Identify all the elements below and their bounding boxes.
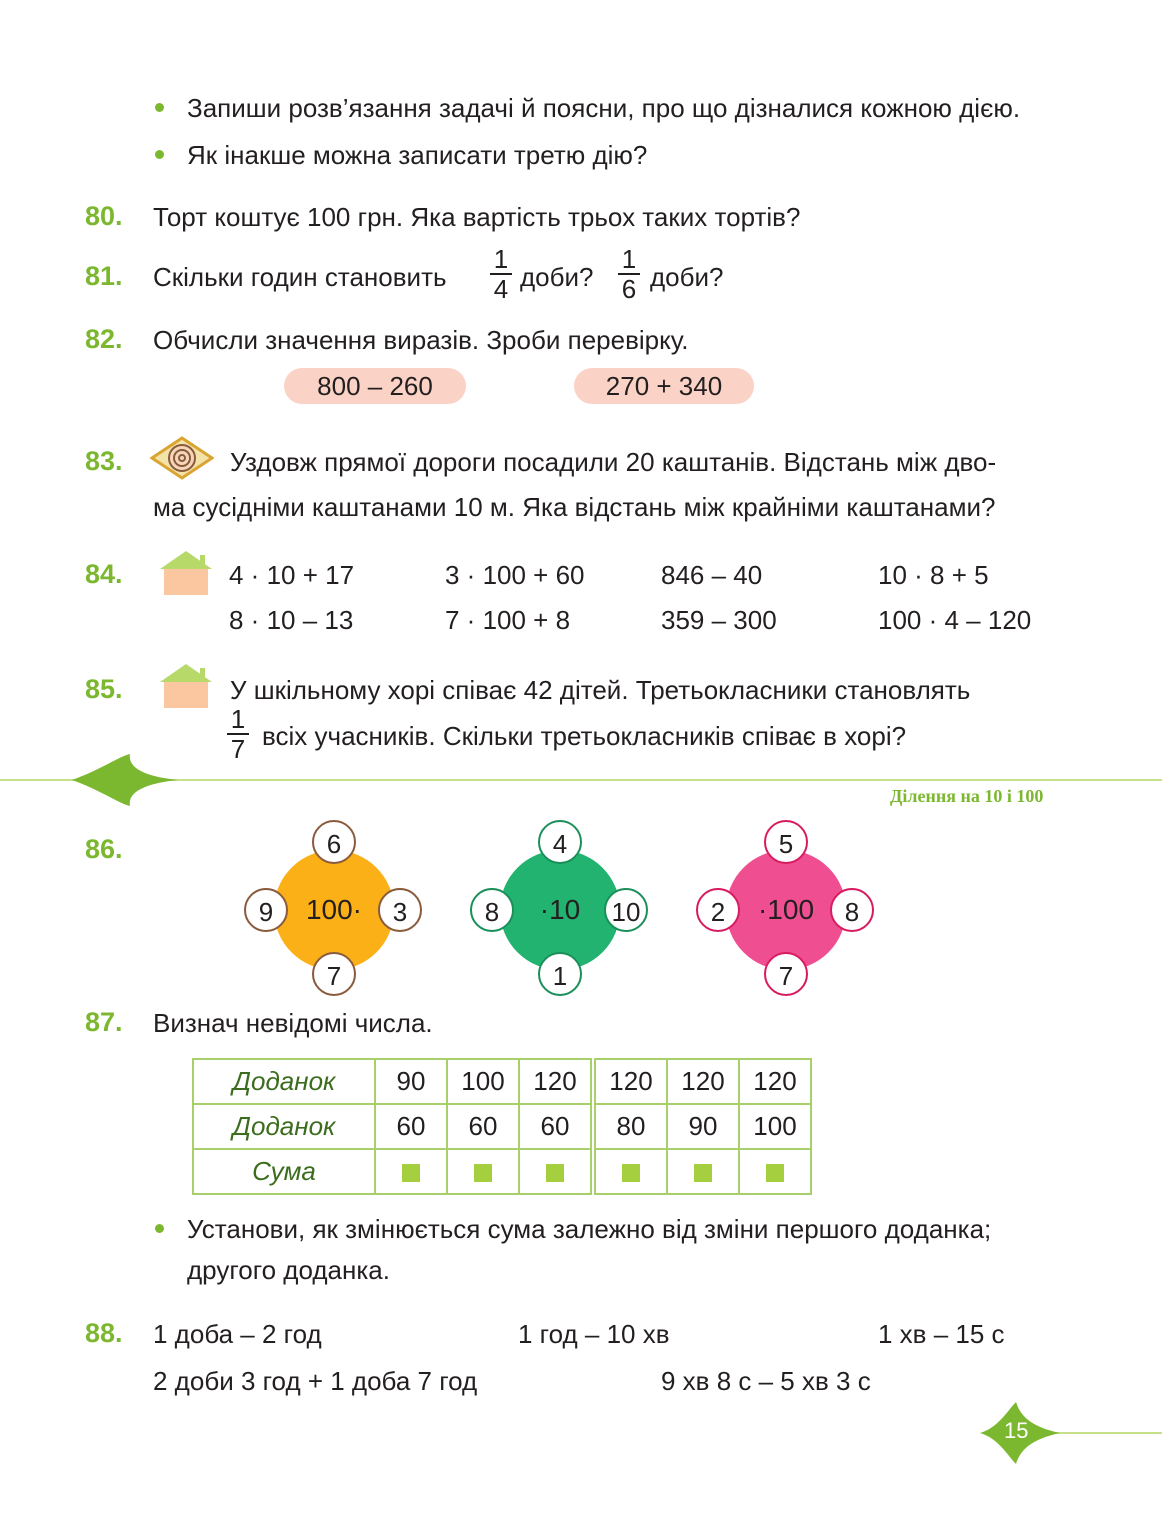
task-text: Торт коштує 100 грн. Яка вартість трьох таких тортів? xyxy=(153,202,801,232)
flower-number: 1 xyxy=(538,952,582,996)
table-cell: 80 xyxy=(593,1104,667,1149)
table-cell: 100 xyxy=(739,1104,811,1149)
task-text: доби? xyxy=(520,262,594,292)
expression-pill: 800 – 260 xyxy=(284,368,466,404)
task-text: Уздовж прямої дороги посадили 20 каштанів. Відстань між дво- xyxy=(230,447,997,477)
task-number: 85. xyxy=(85,674,123,704)
section-label: Ділення на 10 і 100 xyxy=(890,786,1044,806)
flower-operation: 100· xyxy=(305,894,363,925)
expression: 2 доби 3 год + 1 доба 7 год xyxy=(153,1366,478,1396)
task-number: 83. xyxy=(85,446,123,476)
flower-number: 5 xyxy=(764,820,808,864)
task-text: ма сусідніми каштанами 10 м. Яка відстань між крайніми каштанами? xyxy=(153,492,996,522)
blank-square-icon xyxy=(622,1164,640,1182)
answer-cell[interactable] xyxy=(519,1149,593,1194)
addition-table xyxy=(192,1058,812,1195)
flower-number: 9 xyxy=(244,888,288,932)
table-row xyxy=(193,1149,811,1194)
spiral-diamond-icon xyxy=(150,436,214,480)
flower-number: 3 xyxy=(378,888,422,932)
flower-number: 8 xyxy=(830,888,874,932)
table-cell: 120 xyxy=(739,1059,811,1104)
blank-square-icon xyxy=(546,1164,564,1182)
table-cell: 120 xyxy=(667,1059,739,1104)
bullet-dot xyxy=(155,150,164,159)
task-number: 81. xyxy=(85,261,123,291)
expression-pill: 270 + 340 xyxy=(574,368,754,404)
flower-number: 7 xyxy=(312,952,356,996)
task-text: всіх учасників. Скільки третьокласників співає в хорі? xyxy=(262,721,907,751)
table-cell: 90 xyxy=(667,1104,739,1149)
task-text: Визнач невідомі числа. xyxy=(153,1008,433,1038)
task-text: Обчисли значення виразів. Зроби перевірку. xyxy=(153,325,689,355)
table-cell: 120 xyxy=(519,1059,593,1104)
task-number: 88. xyxy=(85,1318,123,1348)
flower-number: 7 xyxy=(764,952,808,996)
bullet-text: Як інакше можна записати третю дію? xyxy=(187,140,648,170)
house-icon xyxy=(158,662,214,710)
bullet-dot xyxy=(155,1224,164,1233)
bullet-text: другого доданка. xyxy=(187,1255,390,1285)
blank-square-icon xyxy=(474,1164,492,1182)
flower-operation: ·100 xyxy=(757,894,815,925)
fraction: 1 4 xyxy=(490,246,512,302)
table-row xyxy=(193,1104,811,1149)
flower-number: 6 xyxy=(312,820,356,864)
bullet-text: Установи, як змінюється сума залежно від зміни першого доданка; xyxy=(187,1214,992,1244)
table-cell: 120 xyxy=(593,1059,667,1104)
task-number: 87. xyxy=(85,1007,123,1037)
task-number: 86. xyxy=(85,834,123,864)
table-cell: 60 xyxy=(447,1104,519,1149)
expression: 8 · 10 – 13 xyxy=(229,605,354,635)
task-number: 84. xyxy=(85,559,123,589)
answer-cell[interactable] xyxy=(447,1149,519,1194)
answer-cell[interactable] xyxy=(739,1149,811,1194)
expression: 4 · 10 + 17 xyxy=(229,560,355,590)
flower-number: 10 xyxy=(604,888,648,932)
flower-number: 8 xyxy=(470,888,514,932)
expression: 1 доба – 2 год xyxy=(153,1319,322,1349)
flower-number: 2 xyxy=(696,888,740,932)
expression: 7 · 100 + 8 xyxy=(445,605,571,635)
task-text: У шкільному хорі співає 42 дітей. Третьокласники становлять xyxy=(230,675,971,705)
task-number: 82. xyxy=(85,324,123,354)
table-cell: 60 xyxy=(375,1104,447,1149)
answer-cell[interactable] xyxy=(593,1149,667,1194)
expression: 9 хв 8 с – 5 хв 3 с xyxy=(661,1366,871,1396)
fraction: 1 7 xyxy=(227,706,249,762)
row-header: Сума xyxy=(193,1149,375,1194)
expression: 1 хв – 15 с xyxy=(878,1319,1005,1349)
expression: 10 · 8 + 5 xyxy=(878,560,989,590)
expression: 3 · 100 + 60 xyxy=(445,560,585,590)
blank-square-icon xyxy=(694,1164,712,1182)
expression: 100 · 4 – 120 xyxy=(878,605,1032,635)
task-number: 80. xyxy=(85,201,123,231)
flower-operation: ·10 xyxy=(539,894,581,925)
answer-cell[interactable] xyxy=(375,1149,447,1194)
answer-cell[interactable] xyxy=(667,1149,739,1194)
table-cell: 100 xyxy=(447,1059,519,1104)
leaf-ornament-icon xyxy=(70,752,180,808)
blank-square-icon xyxy=(402,1164,420,1182)
row-header: Доданок xyxy=(193,1104,375,1149)
page-number: 15 xyxy=(1004,1418,1029,1443)
table-cell: 90 xyxy=(375,1059,447,1104)
expression: 359 – 300 xyxy=(661,605,777,635)
bullet-dot xyxy=(155,103,164,112)
expression: 1 год – 10 хв xyxy=(518,1319,670,1349)
table-row xyxy=(193,1059,811,1104)
blank-square-icon xyxy=(766,1164,784,1182)
table-cell: 60 xyxy=(519,1104,593,1149)
task-text: Скільки годин становить xyxy=(153,262,447,292)
bullet-text: Запиши розв’язання задачі й поясни, про що дізналися кожною дією. xyxy=(187,93,1021,123)
expression: 846 – 40 xyxy=(661,560,763,590)
house-icon xyxy=(158,549,214,597)
fraction: 1 6 xyxy=(618,246,640,302)
task-text: доби? xyxy=(650,262,724,292)
row-header: Доданок xyxy=(193,1059,375,1104)
flower-number: 4 xyxy=(538,820,582,864)
